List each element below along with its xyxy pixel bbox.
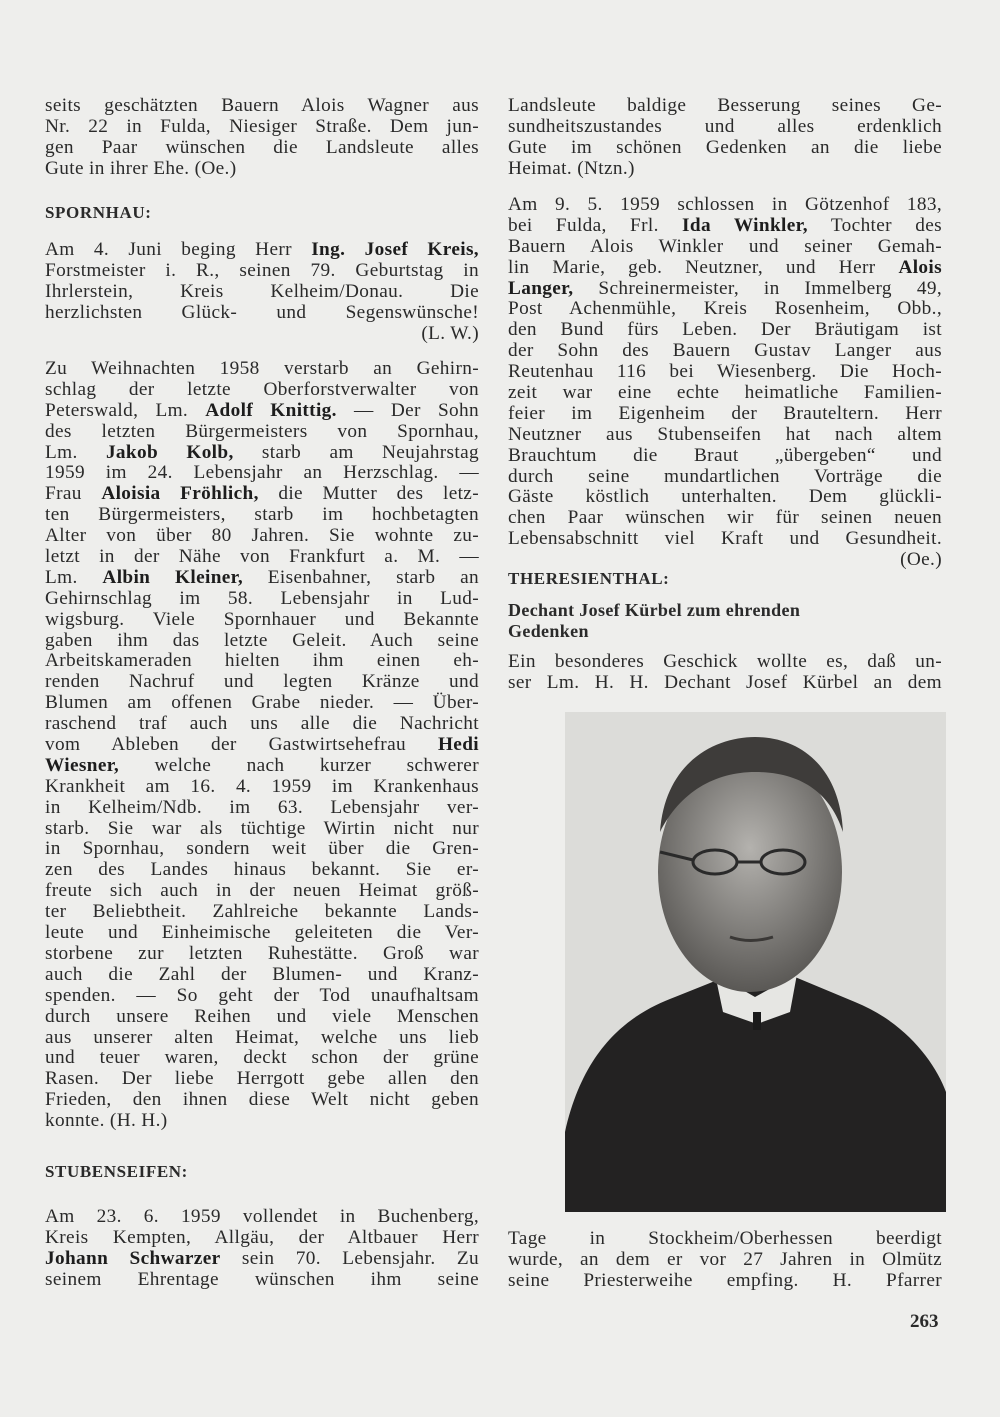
text-segment: vom Ableben der Gastwirtsehefrau [45, 734, 438, 756]
section-heading [508, 569, 942, 590]
text-segment: — Der Sohn [336, 399, 479, 421]
text-line [45, 203, 479, 224]
text-segment: aus unserer alten Heimat, welche uns lieb [45, 1026, 479, 1048]
section-heading [45, 1162, 479, 1183]
text-segment: Am 23. 6. 1959 vollendet in Buchenberg, [45, 1206, 479, 1227]
text-segment: zen des Landes hinaus bekannt. Sie er- [45, 859, 479, 881]
text-line [508, 195, 942, 216]
text-line [508, 673, 942, 694]
bold-name: Johann Schwarzer [45, 1247, 221, 1269]
text-line [45, 1090, 479, 1111]
text-segment: Schreinermeister, in Immelberg 49, [573, 277, 942, 299]
text-segment: Brauchtum die Braut „übergeben“ und [508, 444, 942, 466]
text-line [508, 652, 942, 673]
section-heading [45, 203, 479, 224]
text-line [45, 1007, 479, 1028]
text-line [45, 138, 479, 159]
text-line [508, 467, 942, 488]
text-line [508, 621, 942, 642]
text-line [45, 261, 479, 282]
text-segment: Eisenbahner, starb an [243, 566, 479, 588]
text-line [508, 320, 942, 341]
text-line [45, 484, 479, 505]
text-segment: Blumen am offenen Grabe nieder. — Über- [45, 692, 479, 714]
text-line [508, 216, 942, 237]
text-line [45, 505, 479, 526]
text-segment: den Bund fürs Leben. Der Bräutigam ist [508, 319, 942, 341]
text-segment: SPORNHAU: [45, 203, 152, 222]
text-line [508, 159, 942, 180]
text-line [508, 487, 942, 508]
text-segment: Tochter des [807, 214, 942, 236]
text-segment: schlag der letzte Oberforstverwalter von [45, 378, 479, 400]
bold-name: Jakob Kolb, [105, 441, 234, 463]
text-segment: Ein besonderes Geschick wollte es, daß un- [508, 651, 942, 672]
text-segment: spenden. — So geht der Tod unaufhaltsam [45, 984, 479, 1006]
text-segment: raschend traf auch uns alle die Nachricht [45, 713, 479, 735]
text-segment: Frau [45, 483, 102, 505]
text-segment: letzt in der Nähe von Frankfurt a. M. — [45, 546, 479, 568]
text-segment: wigsburg. Viele Spornhauer und Bekannte [45, 608, 479, 630]
left-column [45, 0, 479, 1417]
text-line [508, 117, 942, 138]
text-line [45, 359, 479, 380]
text-segment: durch unsere Reihen und viele Menschen [45, 1005, 479, 1027]
text-segment: auch die Zahl der Blumen- und Kranz- [45, 963, 479, 985]
text-line [45, 324, 479, 345]
text-segment: (Oe.) [900, 549, 942, 571]
text-line [508, 1250, 942, 1271]
text-segment: ter Beliebtheit. Zahlreiche bekannte Lands- [45, 901, 479, 923]
text-line [45, 1048, 479, 1069]
text-segment: durch seine mundartlichen Vorträge die [508, 465, 942, 487]
text-segment: Lm. [45, 566, 103, 588]
text-segment: Landsleute baldige Besserung seines Ge- [508, 95, 942, 116]
text-line [508, 96, 942, 117]
text-segment: starb. Sie war als tüchtige Wirtin nicht nur [45, 817, 479, 839]
text-segment: freute sich auch in der neuen Heimat größ- [45, 880, 479, 902]
text-segment: renden Nachruf und legten Kränze und [45, 671, 479, 693]
text-segment: Post Achenmühle, Kreis Rosenheim, Obb., [508, 298, 942, 320]
text-segment: feier im Eigenheim der Brauteltern. Herr [508, 402, 942, 424]
paragraph [45, 96, 479, 180]
text-line [45, 819, 479, 840]
text-segment: Dechant Josef Kürbel zum ehrenden [508, 600, 801, 620]
text-segment: Reutenhau 116 bei Wiesenberg. Die Hoch- [508, 361, 942, 383]
text-segment: Am 9. 5. 1959 schlossen in Götzenhof 183, [508, 194, 942, 215]
bold-name: Ida Winkler, [682, 214, 808, 236]
text-line [508, 404, 942, 425]
text-line [45, 1207, 479, 1228]
paragraph [508, 96, 942, 180]
text-segment: Kreis Kempten, Allgäu, der Altbauer Herr [45, 1226, 479, 1248]
text-line [45, 798, 479, 819]
text-segment: Gute im schönen Gedenken an die liebe [508, 136, 942, 158]
text-segment: Zu Weihnachten 1958 verstarb an Gehirn- [45, 358, 479, 379]
page-number: 263 [910, 1311, 939, 1332]
paragraph [508, 652, 942, 694]
paragraph [45, 359, 479, 1132]
text-line [45, 756, 479, 777]
text-segment: Arbeitskameraden hielten ihm einen eh- [45, 650, 479, 672]
text-line [45, 422, 479, 443]
text-line [45, 965, 479, 986]
text-line [508, 258, 942, 279]
text-segment: Gedenken [508, 620, 589, 641]
bold-name: Alois [898, 256, 942, 278]
text-segment: seine Priesterweihe empfing. H. Pfarrer [508, 1269, 942, 1291]
text-segment: Heimat. (Ntzn.) [508, 157, 635, 179]
text-line [45, 693, 479, 714]
text-line [508, 341, 942, 362]
text-segment: STUBENSEIFEN: [45, 1162, 188, 1181]
text-line [508, 362, 942, 383]
text-segment: und teuer waren, deckt schon der grüne [45, 1047, 479, 1069]
text-line [45, 547, 479, 568]
text-line [45, 380, 479, 401]
text-line [45, 1069, 479, 1090]
text-line [45, 631, 479, 652]
paragraph [508, 195, 942, 571]
text-segment: Forstmeister i. R., seinen 79. Geburtstag in [45, 259, 479, 281]
text-segment: Tage in Stockheim/Oberhessen beerdigt [508, 1228, 942, 1249]
text-line [508, 1229, 942, 1250]
text-segment: Nr. 22 in Fulda, Niesiger Straße. Dem jun- [45, 115, 479, 137]
text-line [45, 526, 479, 547]
text-segment: ser Lm. H. H. Dechant Josef Kürbel an dem [508, 671, 942, 693]
paragraph [508, 1229, 942, 1292]
text-segment: leute und Einheimische geleiteten die Ver- [45, 922, 479, 944]
text-segment: 1959 im 24. Lebensjahr an Herzschlag. — [45, 462, 479, 484]
text-segment: des letzten Bürgermeisters von Spornhau, [45, 420, 479, 442]
text-segment: Bauern Alois Winkler und seiner Gemah- [508, 235, 942, 257]
text-line [45, 568, 479, 589]
text-line [45, 735, 479, 756]
bold-name: Ing. Josef Kreis, [311, 239, 479, 260]
text-segment: Ihrlerstein, Kreis Kelheim/Donau. Die [45, 280, 479, 302]
bold-name: Adolf Knittig. [205, 399, 337, 421]
text-segment: (L. W.) [421, 322, 479, 344]
text-segment: Krankheit am 16. 4. 1959 im Krankenhaus [45, 775, 479, 797]
text-segment: Neutzner aus Stubenseifen hat nach altem [508, 423, 942, 445]
text-segment: bei Fulda, Frl. [508, 214, 683, 236]
text-segment: Lm. [45, 441, 106, 463]
text-line [45, 1111, 479, 1132]
text-line [45, 881, 479, 902]
text-line [45, 651, 479, 672]
text-line [45, 986, 479, 1007]
text-segment: Gäste köstlich unterhalten. Dem glückli- [508, 486, 942, 508]
text-line [45, 1028, 479, 1049]
text-segment: seinem Ehrentage wünschen ihm seine [45, 1268, 479, 1290]
text-line [508, 569, 942, 590]
text-line [45, 1228, 479, 1249]
bold-name: Hedi [437, 734, 479, 756]
text-segment: zeit war eine echte heimatliche Familien- [508, 382, 942, 404]
text-line [508, 508, 942, 529]
text-line [45, 777, 479, 798]
bold-name: Wiesner, [45, 754, 120, 776]
text-segment: Alter von über 80 Jahren. Sie wohnte zu- [45, 525, 479, 547]
text-segment: starb am Neujahrstag [233, 441, 479, 463]
text-segment: lin Marie, geb. Neutzner, und Herr [508, 256, 899, 278]
text-line [45, 923, 479, 944]
text-segment: Lebensabschnitt viel Kraft und Gesundheit. [508, 528, 942, 550]
bold-name: Albin Kleiner, [102, 566, 243, 588]
text-line [508, 138, 942, 159]
text-segment: in Kelheim/Ndb. im 63. Lebensjahr ver- [45, 796, 479, 818]
text-line [45, 282, 479, 303]
paragraph [45, 1207, 479, 1291]
text-line [45, 672, 479, 693]
text-segment: die Mutter des letz- [258, 483, 479, 505]
text-line [45, 860, 479, 881]
paragraph [45, 240, 479, 344]
text-line [45, 303, 479, 324]
text-line [45, 1249, 479, 1270]
text-line [45, 240, 479, 261]
bold-name: Langer, [508, 277, 574, 299]
text-segment: in Spornhau, sondern weit über die Gren- [45, 838, 479, 860]
text-line [45, 96, 479, 117]
text-line [508, 383, 942, 404]
text-segment: herzlichsten Glück- und Segenswünsche! [45, 301, 479, 323]
text-segment: sundheitszustandes und alles erdenklich [508, 115, 942, 137]
text-line [45, 463, 479, 484]
bold-name: Aloisia Fröhlich, [101, 483, 259, 505]
text-segment: konnte. (H. H.) [45, 1110, 168, 1132]
text-line [508, 550, 942, 571]
text-line [45, 944, 479, 965]
text-line [45, 159, 479, 180]
text-segment: gen Paar wünschen die Landsleute alles [45, 136, 479, 158]
portrait-photo-dechant-josef-kuerbel [565, 712, 946, 1212]
text-line [45, 714, 479, 735]
text-line [45, 1162, 479, 1183]
text-segment: chen Paar wünschen wir für seinen neuen [508, 507, 942, 529]
text-segment: Am 4. Juni beging Herr [45, 239, 312, 260]
text-line [45, 117, 479, 138]
text-line [508, 1271, 942, 1292]
text-segment: Frieden, den ihnen diese Welt nicht geben [45, 1089, 479, 1111]
text-line [508, 425, 942, 446]
text-segment: wurde, an dem er vor 27 Jahren in Olmütz [508, 1248, 942, 1270]
text-segment: seits geschätzten Bauern Alois Wagner aus [45, 95, 479, 116]
text-line [508, 529, 942, 550]
text-line [45, 902, 479, 923]
text-segment: THERESIENTHAL: [508, 569, 670, 588]
text-line [45, 839, 479, 860]
text-line [508, 237, 942, 258]
text-segment: welche nach kurzer schwerer [119, 754, 479, 776]
text-line [508, 279, 942, 300]
text-line [508, 299, 942, 320]
text-segment: Rasen. Der liebe Herrgott gebe allen den [45, 1068, 479, 1090]
text-segment: gaben ihm das letzte Geleit. Auch seine [45, 629, 479, 651]
text-segment: ten Bürgermeisters, starb im hochbetagten [45, 504, 479, 526]
text-line [45, 589, 479, 610]
text-segment: der Sohn des Bauern Gustav Langer aus [508, 340, 942, 362]
text-segment: Peterswald, Lm. [45, 399, 206, 421]
text-line [508, 600, 942, 621]
text-line [45, 401, 479, 422]
text-segment: storbene zur letzten Ruhestätte. Groß war [45, 942, 479, 964]
article-subheading [508, 600, 942, 642]
text-segment: Gute in ihrer Ehe. (Oe.) [45, 157, 237, 179]
text-line [45, 443, 479, 464]
text-line [508, 446, 942, 467]
text-segment: sein 70. Lebensjahr. Zu [220, 1247, 479, 1269]
text-segment: Gehirnschlag im 58. Lebensjahr in Lud- [45, 587, 479, 609]
text-line [45, 610, 479, 631]
text-line [45, 1270, 479, 1291]
